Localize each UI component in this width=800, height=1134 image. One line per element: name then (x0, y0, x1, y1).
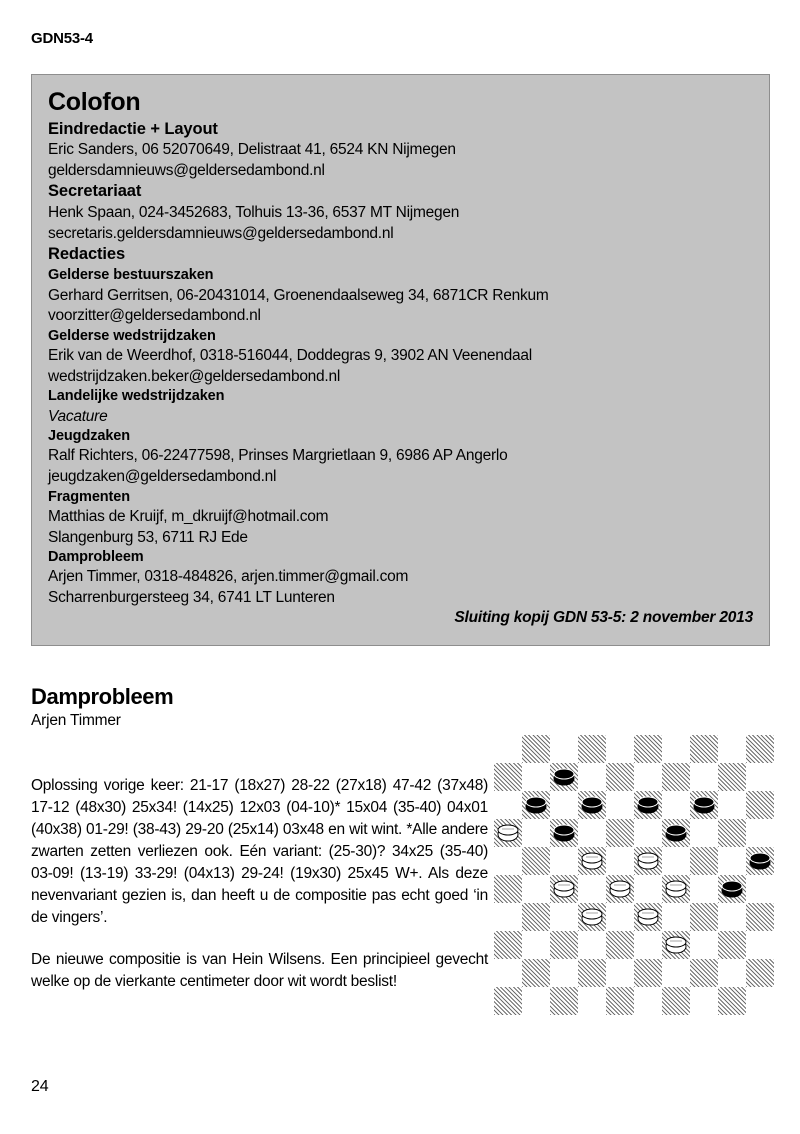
board-square-dark (634, 791, 662, 819)
white-piece (554, 881, 575, 898)
board-square-dark (718, 875, 746, 903)
colofon-line: Scharrenburgersteeg 34, 6741 LT Lunteren (48, 589, 335, 607)
black-piece (722, 881, 743, 898)
board-square-dark (578, 735, 606, 763)
board-square-dark (522, 791, 550, 819)
board-square-dark (690, 847, 718, 875)
colofon-line: jeugdzaken@geldersedambond.nl (48, 468, 277, 486)
board-square-dark (606, 875, 634, 903)
board-square-light (634, 875, 662, 903)
board-square-light (550, 847, 578, 875)
board-square-light (718, 735, 746, 763)
board-square-dark (578, 791, 606, 819)
white-piece (582, 853, 603, 870)
board-square-light (746, 763, 774, 791)
board-square-dark (634, 735, 662, 763)
board-square-light (718, 959, 746, 987)
board-square-dark (718, 763, 746, 791)
board-square-light (578, 875, 606, 903)
draughts-board (494, 735, 774, 1015)
board-square-dark (690, 791, 718, 819)
board-square-dark (606, 987, 634, 1015)
board-square-light (690, 875, 718, 903)
board-square-dark (634, 903, 662, 931)
black-piece (694, 797, 715, 814)
colofon-line: geldersdamnieuws@geldersedambond.nl (48, 161, 325, 179)
board-square-light (746, 931, 774, 959)
board-square-dark (634, 847, 662, 875)
white-piece (610, 881, 631, 898)
colofon-heading: Fragmenten (48, 488, 130, 505)
board-square-dark (522, 959, 550, 987)
colofon-heading: Damprobleem (48, 549, 144, 566)
board-square-light (634, 763, 662, 791)
colofon-line: Gerhard Gerritsen, 06-20431014, Groenendaalseweg 34, 6871CR Renkum (48, 286, 549, 304)
board-square-light (718, 903, 746, 931)
board-square-dark (494, 931, 522, 959)
board-square-dark (718, 931, 746, 959)
white-piece (638, 909, 659, 926)
board-square-light (550, 903, 578, 931)
board-square-dark (746, 959, 774, 987)
white-piece (666, 881, 687, 898)
board-square-light (662, 959, 690, 987)
board-square-dark (662, 763, 690, 791)
colofon-heading: Landelijke wedstrijdzaken (48, 388, 225, 405)
board-square-light (578, 819, 606, 847)
board-square-light (746, 875, 774, 903)
colofon-line: Vacature (48, 407, 108, 425)
board-square-dark (494, 763, 522, 791)
board-square-light (606, 735, 634, 763)
board-square-light (494, 959, 522, 987)
black-piece (582, 797, 603, 814)
white-piece (638, 853, 659, 870)
board-square-dark (690, 735, 718, 763)
board-square-dark (550, 931, 578, 959)
colofon-heading: Redacties (48, 245, 126, 264)
black-piece (526, 797, 547, 814)
board-square-light (662, 847, 690, 875)
colofon-heading: Eindredactie + Layout (48, 119, 218, 138)
board-square-light (746, 819, 774, 847)
colofon-heading: Secretariaat (48, 182, 142, 201)
board-square-dark (718, 987, 746, 1015)
board-square-dark (662, 931, 690, 959)
board-square-light (690, 819, 718, 847)
board-square-dark (746, 847, 774, 875)
board-square-light (662, 735, 690, 763)
board-square-dark (550, 819, 578, 847)
board-square-dark (522, 735, 550, 763)
board-square-light (606, 847, 634, 875)
board-square-light (550, 959, 578, 987)
board-square-dark (662, 875, 690, 903)
board-square-dark (606, 763, 634, 791)
board-square-dark (746, 903, 774, 931)
black-piece (750, 853, 771, 870)
board-square-dark (662, 987, 690, 1015)
colofon-heading: Jeugdzaken (48, 428, 130, 445)
running-head: GDN53-4 (31, 30, 93, 47)
page-title: Damprobleem (31, 684, 174, 709)
article-body (31, 775, 488, 993)
board-square-light (522, 875, 550, 903)
board-square-light (550, 735, 578, 763)
board-square-light (690, 931, 718, 959)
article-paragraph: De nieuwe compositie is van Hein Wilsens. Een principieel gevecht welke op de vierkante centimeter door wit wordt beslist! (31, 951, 488, 990)
white-piece (666, 937, 687, 954)
colofon-block-list (48, 119, 751, 609)
colofon-line: Erik van de Weerdhof, 0318-516044, Doddegras 9, 3902 AN Veenendaal (48, 347, 532, 365)
board-square-dark (718, 819, 746, 847)
board-square-dark (494, 875, 522, 903)
board-square-light (690, 763, 718, 791)
white-piece (498, 825, 519, 842)
board-square-dark (690, 903, 718, 931)
board-square-dark (746, 791, 774, 819)
board-square-dark (578, 903, 606, 931)
board-square-dark (550, 763, 578, 791)
colofon-panel (31, 74, 770, 646)
white-piece (582, 909, 603, 926)
board-square-light (578, 763, 606, 791)
board-square-light (522, 987, 550, 1015)
board-square-dark (550, 875, 578, 903)
board-square-dark (634, 959, 662, 987)
board-square-dark (578, 847, 606, 875)
board-square-dark (522, 847, 550, 875)
colofon-line: Slangenburg 53, 6711 RJ Ede (48, 528, 248, 546)
board-square-light (662, 903, 690, 931)
board-square-dark (522, 903, 550, 931)
board-square-dark (550, 987, 578, 1015)
board-square-light (690, 987, 718, 1015)
board-square-light (746, 987, 774, 1015)
colofon-line: wedstrijdzaken.beker@geldersedambond.nl (48, 367, 341, 385)
colofon-deadline: Sluiting kopij GDN 53-5: 2 november 2013 (454, 609, 753, 626)
board-square-light (634, 931, 662, 959)
black-piece (554, 825, 575, 842)
board-square-dark (578, 959, 606, 987)
colofon-content (32, 75, 769, 609)
article-paragraph: Oplossing vorige keer: 21-17 (18x27) 28-22 (27x18) 47-42 (37x48) 17-12 (48x30) 25x34! (14x25) 12x03 (04-10)* 15x04 (35-40) 04x01 (40x38) 01-29! (38-43) 29-20 (25x14) 03x48 en wit wint. *Alle andere zwarten zetten verliezen ook. Eén variant: (25-30)? 34x25 (35-40) 03-09! (13-19) 33-29! (04x13) 29-24! (19x30) 25x45 W+. Als deze nevenvariant gezien is, dan heeft u de compositie pas echt goed ‘in de vingers’. (31, 777, 488, 926)
board-square-light (606, 959, 634, 987)
colofon-line: Matthias de Kruijf, m_dkruijf@hotmail.com (48, 507, 329, 525)
board-square-light (522, 931, 550, 959)
colofon-heading: Gelderse wedstrijdzaken (48, 327, 216, 344)
board-square-light (522, 819, 550, 847)
board-square-light (634, 987, 662, 1015)
colofon-title: Colofon (48, 88, 141, 116)
black-piece (554, 769, 575, 786)
board-square-light (494, 903, 522, 931)
board-square-light (718, 847, 746, 875)
board-square-light (494, 791, 522, 819)
board-square-light (606, 791, 634, 819)
board-square-light (550, 791, 578, 819)
board-square-dark (662, 819, 690, 847)
page-number: 24 (31, 1078, 49, 1095)
colofon-line: voorzitter@geldersedambond.nl (48, 307, 261, 325)
black-piece (666, 825, 687, 842)
board-square-light (606, 903, 634, 931)
board-square-light (718, 791, 746, 819)
colofon-line: Henk Spaan, 024-3452683, Tolhuis 13-36, 6537 MT Nijmegen (48, 204, 460, 222)
black-piece (638, 797, 659, 814)
board-square-dark (606, 931, 634, 959)
board-square-light (494, 847, 522, 875)
board-square-dark (746, 735, 774, 763)
colofon-line: secretaris.geldersdamnieuws@geldersedambond.nl (48, 224, 394, 242)
board-square-light (522, 763, 550, 791)
board-square-light (634, 819, 662, 847)
board-square-dark (494, 819, 522, 847)
colofon-line: Eric Sanders, 06 52070649, Delistraat 41, 6524 KN Nijmegen (48, 141, 456, 159)
board-square-dark (690, 959, 718, 987)
article-author: Arjen Timmer (31, 712, 121, 729)
colofon-line: Arjen Timmer, 0318-484826, arjen.timmer@gmail.com (48, 568, 409, 586)
board-square-light (662, 791, 690, 819)
board-square-light (578, 987, 606, 1015)
board-square-light (494, 735, 522, 763)
colofon-heading: Gelderse bestuurszaken (48, 267, 214, 284)
board-square-dark (606, 819, 634, 847)
board-square-light (578, 931, 606, 959)
colofon-line: Ralf Richters, 06-22477598, Prinses Margrietlaan 9, 6986 AP Angerlo (48, 447, 508, 465)
board-square-dark (494, 987, 522, 1015)
